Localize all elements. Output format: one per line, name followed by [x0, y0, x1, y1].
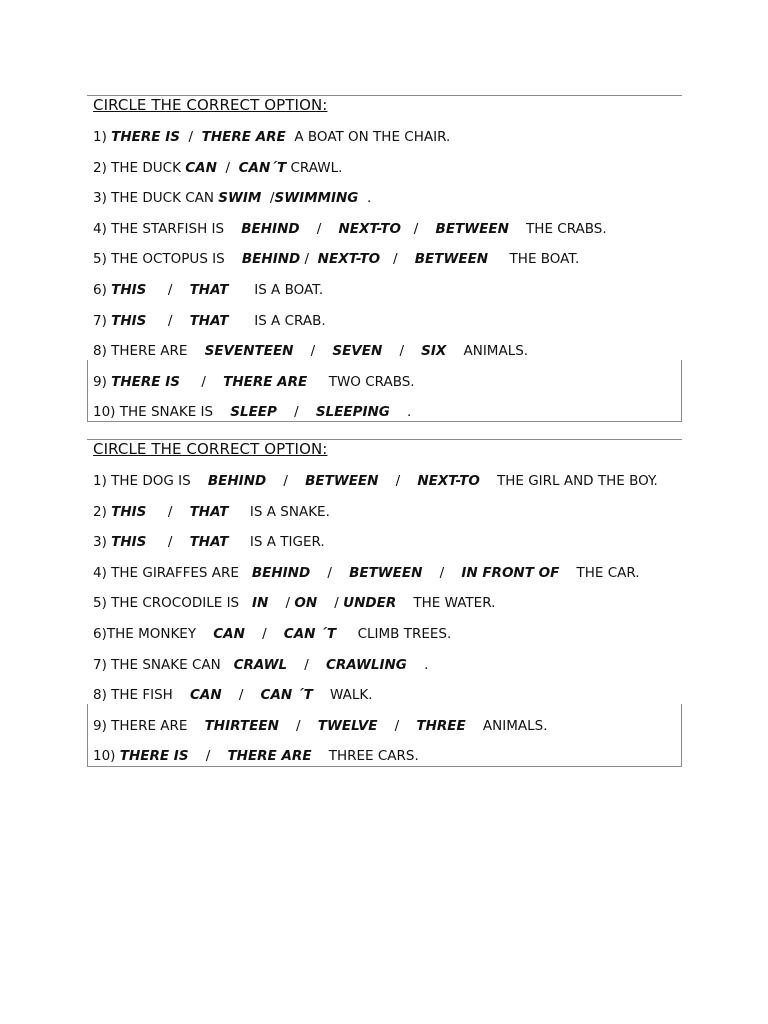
- question-line: [93, 718, 548, 734]
- question-text: .: [389, 404, 412, 421]
- question-text: THE GIRL AND THE BOY.: [479, 473, 658, 489]
- answer-option: CRAWLING: [325, 656, 407, 673]
- question-text: /: [287, 656, 326, 673]
- question-text: THREE CARS.: [311, 748, 419, 765]
- question-text: /: [179, 129, 202, 145]
- question-text: /: [221, 687, 261, 704]
- question-text: 4) THE STARFISH IS: [93, 220, 242, 237]
- answer-option: SLEEPING: [315, 404, 390, 421]
- answer-option: BEHIND: [241, 220, 300, 237]
- answer-option: SWIM: [218, 190, 262, 207]
- question-text: /: [422, 564, 462, 581]
- answer-option: CAN: [213, 626, 245, 642]
- question-line: [93, 473, 658, 489]
- question-line: [93, 504, 330, 520]
- answer-option: CAN: [185, 159, 217, 176]
- question-text: 9) THERE ARE: [93, 717, 205, 734]
- answer-option: THERE ARE: [223, 373, 308, 390]
- question-text: 2) THE DUCK: [93, 159, 186, 176]
- question-text: A BOAT ON THE CHAIR.: [285, 129, 451, 145]
- question-text: 4) THE GIRAFFES ARE: [93, 564, 252, 581]
- question-text: THE WATER.: [396, 595, 496, 612]
- answer-option: IN: [252, 595, 269, 612]
- answer-option: BETWEEN: [414, 251, 489, 268]
- answer-option: THERE ARE: [227, 748, 312, 765]
- question-text: 5) THE CROCODILE IS: [93, 595, 252, 612]
- answer-option: SIX: [421, 343, 447, 360]
- answer-option: THIS: [111, 282, 147, 298]
- question-text: /: [380, 251, 415, 268]
- question-line: [93, 534, 325, 550]
- answer-option: THERE IS: [111, 129, 180, 145]
- question-text: .: [358, 190, 372, 207]
- question-text: /: [377, 717, 417, 734]
- question-text: /: [188, 748, 228, 765]
- question-text: 3): [93, 534, 112, 551]
- question-text: 8) THE FISH: [93, 687, 190, 704]
- question-text: 6): [93, 282, 112, 298]
- question-text: 1) THE DOG IS: [93, 473, 208, 489]
- question-text: 10) THE SNAKE IS: [93, 404, 231, 421]
- answer-option: BETWEEN: [435, 220, 509, 237]
- answer-option: UNDER: [343, 595, 397, 612]
- answer-option: SEVEN: [332, 343, 383, 360]
- question-line: [93, 221, 607, 237]
- question-text: /: [146, 534, 190, 551]
- question-text: 7) THE SNAKE CAN: [93, 656, 234, 673]
- question-text: /: [310, 564, 350, 581]
- question-line: [93, 343, 528, 359]
- question-line: [93, 129, 450, 145]
- question-text: /: [276, 404, 316, 421]
- question-line: [93, 251, 579, 267]
- question-text: /: [146, 282, 190, 298]
- answer-option: CAN ´T: [283, 626, 337, 642]
- answer-option: ON: [294, 595, 318, 612]
- question-text: 7): [93, 312, 112, 329]
- answer-option: SLEEP: [230, 404, 277, 421]
- question-text: 8) THERE ARE: [93, 343, 205, 360]
- question-text: TWO CRABS.: [307, 373, 415, 390]
- answer-option: THERE ARE: [201, 129, 286, 145]
- question-text: /: [317, 595, 344, 612]
- worksheet-2-title: CIRCLE THE CORRECT OPTION:: [93, 440, 328, 458]
- question-text: .: [406, 656, 429, 673]
- question-text: /: [268, 595, 295, 612]
- question-line: [93, 565, 640, 581]
- question-line: [93, 748, 419, 764]
- answer-option: NEXT-TO: [417, 473, 480, 489]
- question-line: [93, 595, 495, 611]
- question-text: THE BOAT.: [488, 251, 580, 268]
- answer-option: THIS: [111, 503, 147, 520]
- question-text: /: [299, 220, 339, 237]
- question-text: ANIMALS.: [446, 343, 529, 360]
- worksheet-1-title: CIRCLE THE CORRECT OPTION:: [93, 96, 328, 114]
- question-text: /: [378, 473, 418, 489]
- answer-option: BEHIND: [251, 564, 311, 581]
- question-text: IS A TIGER.: [228, 534, 325, 551]
- answer-option: THAT: [189, 503, 229, 520]
- question-text: 3) THE DUCK CAN: [93, 190, 219, 207]
- answer-option: CRAWL: [233, 656, 288, 673]
- question-text: /: [293, 343, 333, 360]
- question-text: /: [400, 220, 436, 237]
- worksheet-2: [87, 439, 682, 769]
- question-text: /: [179, 373, 224, 390]
- question-text: /: [278, 717, 318, 734]
- answer-option: NEXT-TO: [338, 220, 401, 237]
- question-text: /: [261, 190, 275, 207]
- question-line: [93, 687, 373, 703]
- question-line: [93, 374, 415, 390]
- question-line: [93, 190, 371, 206]
- question-text: CLIMB TREES.: [336, 626, 452, 642]
- answer-option: THERE IS: [111, 373, 180, 390]
- question-line: [93, 282, 323, 298]
- question-text: 9): [93, 373, 112, 390]
- question-text: 2): [93, 503, 112, 520]
- question-text: /: [146, 503, 190, 520]
- question-text: /: [266, 473, 306, 489]
- question-text: THE CRABS.: [508, 220, 607, 237]
- answer-option: THERE IS: [119, 748, 189, 765]
- question-text: /: [300, 251, 318, 268]
- question-text: /: [382, 343, 422, 360]
- question-text: /: [216, 159, 239, 176]
- answer-option: THAT: [189, 282, 229, 298]
- answer-option: NEXT-TO: [317, 251, 381, 268]
- question-text: /: [146, 312, 190, 329]
- question-text: /: [244, 626, 284, 642]
- answer-option: THIS: [111, 312, 147, 329]
- question-text: 5) THE OCTOPUS IS: [93, 251, 242, 268]
- question-line: [93, 313, 326, 329]
- answer-option: BEHIND: [241, 251, 301, 268]
- question-line: [93, 657, 428, 673]
- question-text: CRAWL.: [286, 159, 343, 176]
- question-text: IS A CRAB.: [228, 312, 326, 329]
- answer-option: CAN´T: [238, 159, 287, 176]
- answer-option: THIRTEEN: [204, 717, 279, 734]
- answer-option: BETWEEN: [305, 473, 379, 489]
- answer-option: THIS: [111, 534, 147, 551]
- question-line: [93, 160, 342, 176]
- question-text: 6)THE MONKEY: [93, 626, 214, 642]
- answer-option: SWIMMING: [274, 190, 359, 207]
- question-text: IS A SNAKE.: [228, 503, 330, 520]
- question-text: 10): [93, 748, 120, 765]
- question-text: WALK.: [312, 687, 373, 704]
- answer-option: BETWEEN: [349, 564, 423, 581]
- answer-option: CAN ´T: [260, 687, 313, 704]
- answer-option: TWELVE: [317, 717, 378, 734]
- question-line: [93, 626, 451, 642]
- answer-option: SEVENTEEN: [204, 343, 294, 360]
- answer-option: THAT: [189, 312, 229, 329]
- question-text: IS A BOAT.: [228, 282, 324, 298]
- answer-option: IN FRONT OF: [461, 564, 560, 581]
- question-line: [93, 404, 411, 420]
- answer-option: CAN: [190, 687, 222, 704]
- question-text: 1): [93, 129, 112, 145]
- answer-option: THAT: [189, 534, 229, 551]
- question-text: THE CAR.: [559, 564, 640, 581]
- question-text: ANIMALS.: [465, 717, 548, 734]
- worksheet-1: [87, 95, 682, 425]
- answer-option: THREE: [416, 717, 466, 734]
- answer-option: BEHIND: [207, 473, 267, 489]
